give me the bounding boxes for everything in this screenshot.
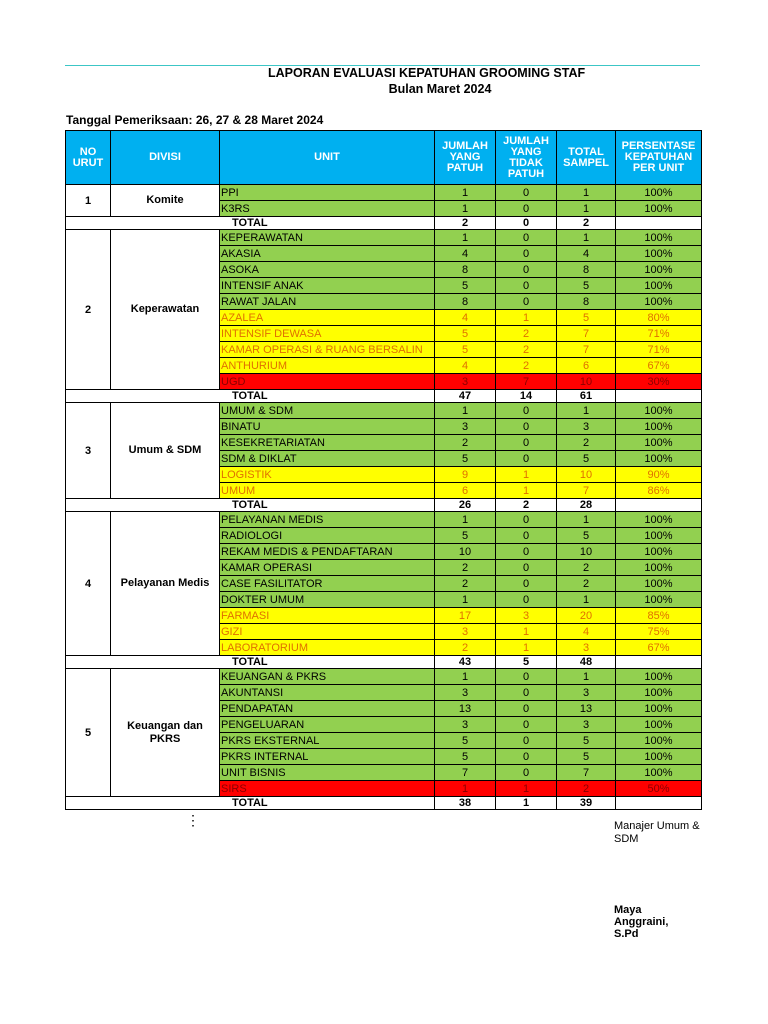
unit-name: KAMAR OPERASI & RUANG BERSALIN	[220, 342, 435, 358]
unit-name: FARMASI	[220, 608, 435, 624]
compliant-count: 5	[435, 749, 496, 765]
unit-name: PKRS EKSTERNAL	[220, 733, 435, 749]
noncompliant-count: 0	[496, 451, 557, 467]
total-tidak: 14	[496, 390, 557, 403]
compliance-percentage: 100%	[616, 560, 702, 576]
total-empty-cell	[616, 390, 702, 403]
compliant-count: 13	[435, 701, 496, 717]
division-name: Pelayanan Medis	[111, 512, 220, 656]
unit-name: INTENSIF ANAK	[220, 278, 435, 294]
compliant-count: 3	[435, 374, 496, 390]
total-tidak: 1	[496, 797, 557, 810]
table-row	[66, 669, 702, 685]
noncompliant-count: 0	[496, 185, 557, 201]
unit-name: PENGELUARAN	[220, 717, 435, 733]
sample-total: 4	[557, 624, 616, 640]
compliance-percentage: 100%	[616, 294, 702, 310]
total-tidak: 2	[496, 499, 557, 512]
sample-total: 13	[557, 701, 616, 717]
compliant-count: 4	[435, 310, 496, 326]
compliance-percentage: 67%	[616, 358, 702, 374]
compliance-percentage: 90%	[616, 467, 702, 483]
noncompliant-count: 1	[496, 781, 557, 797]
compliant-count: 1	[435, 512, 496, 528]
total-empty-cell	[616, 797, 702, 810]
total-label: TOTAL	[66, 797, 435, 810]
unit-name: UMUM & SDM	[220, 403, 435, 419]
sample-total: 3	[557, 419, 616, 435]
compliance-percentage: 100%	[616, 403, 702, 419]
compliance-percentage: 100%	[616, 544, 702, 560]
compliance-percentage: 80%	[616, 310, 702, 326]
compliant-count: 4	[435, 246, 496, 262]
row-number: 4	[66, 512, 111, 656]
compliant-count: 1	[435, 669, 496, 685]
unit-name: ANTHURIUM	[220, 358, 435, 374]
noncompliant-count: 0	[496, 685, 557, 701]
unit-name: INTENSIF DEWASA	[220, 326, 435, 342]
total-total: 2	[557, 217, 616, 230]
noncompliant-count: 0	[496, 403, 557, 419]
sample-total: 7	[557, 342, 616, 358]
total-empty-cell	[616, 499, 702, 512]
sample-total: 8	[557, 294, 616, 310]
compliance-percentage: 100%	[616, 435, 702, 451]
total-empty-cell	[616, 217, 702, 230]
noncompliant-count: 0	[496, 669, 557, 685]
sample-total: 2	[557, 560, 616, 576]
division-name: Keuangan dan PKRS	[111, 669, 220, 797]
compliant-count: 1	[435, 185, 496, 201]
compliance-percentage: 100%	[616, 185, 702, 201]
sample-total: 20	[557, 608, 616, 624]
compliance-percentage: 100%	[616, 419, 702, 435]
row-number: 5	[66, 669, 111, 797]
compliant-count: 5	[435, 733, 496, 749]
report-subtitle: Bulan Maret 2024	[388, 82, 492, 96]
compliant-count: 2	[435, 560, 496, 576]
noncompliant-count: 2	[496, 326, 557, 342]
sample-total: 5	[557, 310, 616, 326]
unit-name: BINATU	[220, 419, 435, 435]
sample-total: 3	[557, 717, 616, 733]
compliant-count: 17	[435, 608, 496, 624]
noncompliant-count: 0	[496, 717, 557, 733]
compliant-count: 8	[435, 294, 496, 310]
compliance-table	[65, 130, 702, 810]
noncompliant-count: 0	[496, 701, 557, 717]
sample-total: 4	[557, 246, 616, 262]
noncompliant-count: 0	[496, 560, 557, 576]
report-title: LAPORAN EVALUASI KEPATUHAN GROOMING STAF	[268, 66, 586, 80]
sample-total: 1	[557, 592, 616, 608]
compliant-count: 1	[435, 201, 496, 217]
compliant-count: 1	[435, 403, 496, 419]
compliant-count: 3	[435, 419, 496, 435]
compliance-percentage: 100%	[616, 201, 702, 217]
total-label: TOTAL	[66, 499, 435, 512]
unit-name: UMUM	[220, 483, 435, 499]
noncompliant-count: 0	[496, 512, 557, 528]
noncompliant-count: 1	[496, 624, 557, 640]
noncompliant-count: 0	[496, 749, 557, 765]
header-tidak-patuh: JUMLAH YANG TIDAK PATUH	[496, 131, 557, 185]
unit-name: RADIOLOGI	[220, 528, 435, 544]
sample-total: 1	[557, 512, 616, 528]
header-persentase: PERSENTASE KEPATUHAN PER UNIT	[616, 131, 702, 185]
compliance-percentage: 71%	[616, 342, 702, 358]
division-name: Komite	[111, 185, 220, 217]
sample-total: 3	[557, 685, 616, 701]
sample-total: 1	[557, 185, 616, 201]
compliance-percentage: 100%	[616, 765, 702, 781]
noncompliant-count: 0	[496, 528, 557, 544]
noncompliant-count: 0	[496, 419, 557, 435]
compliant-count: 2	[435, 435, 496, 451]
total-patuh: 43	[435, 656, 496, 669]
compliant-count: 3	[435, 685, 496, 701]
noncompliant-count: 0	[496, 733, 557, 749]
sample-total: 5	[557, 749, 616, 765]
row-number: 1	[66, 185, 111, 217]
unit-name: SDM & DIKLAT	[220, 451, 435, 467]
noncompliant-count: 0	[496, 201, 557, 217]
unit-name: REKAM MEDIS & PENDAFTARAN	[220, 544, 435, 560]
unit-name: GIZI	[220, 624, 435, 640]
sample-total: 7	[557, 483, 616, 499]
sample-total: 5	[557, 278, 616, 294]
compliance-percentage: 100%	[616, 451, 702, 467]
compliant-count: 3	[435, 624, 496, 640]
sample-total: 1	[557, 669, 616, 685]
compliant-count: 5	[435, 278, 496, 294]
compliant-count: 1	[435, 592, 496, 608]
compliance-percentage: 100%	[616, 230, 702, 246]
total-total: 48	[557, 656, 616, 669]
table-header-row	[66, 131, 702, 185]
noncompliant-count: 0	[496, 592, 557, 608]
noncompliant-count: 2	[496, 358, 557, 374]
sample-total: 2	[557, 781, 616, 797]
signature-role: Manajer Umum & SDM	[614, 820, 700, 845]
unit-name: PKRS INTERNAL	[220, 749, 435, 765]
noncompliant-count: 0	[496, 262, 557, 278]
total-row	[66, 797, 702, 810]
unit-name: KESEKRETARIATAN	[220, 435, 435, 451]
noncompliant-count: 0	[496, 576, 557, 592]
total-empty-cell	[616, 656, 702, 669]
sample-total: 1	[557, 201, 616, 217]
unit-name: LABORATORIUM	[220, 640, 435, 656]
compliant-count: 1	[435, 230, 496, 246]
noncompliant-count: 0	[496, 765, 557, 781]
noncompliant-count: 1	[496, 310, 557, 326]
compliant-count: 5	[435, 342, 496, 358]
sample-total: 7	[557, 765, 616, 781]
compliant-count: 6	[435, 483, 496, 499]
sample-total: 2	[557, 576, 616, 592]
inspection-date: Tanggal Pemeriksaan: 26, 27 & 28 Maret 2024	[66, 113, 324, 127]
total-total: 39	[557, 797, 616, 810]
division-name: Umum & SDM	[111, 403, 220, 499]
sample-total: 6	[557, 358, 616, 374]
sample-total: 3	[557, 640, 616, 656]
sample-total: 5	[557, 733, 616, 749]
unit-name: UNIT BISNIS	[220, 765, 435, 781]
compliance-percentage: 100%	[616, 576, 702, 592]
compliant-count: 5	[435, 528, 496, 544]
table-row	[66, 230, 702, 246]
noncompliant-count: 3	[496, 608, 557, 624]
unit-name: UGD	[220, 374, 435, 390]
total-patuh: 47	[435, 390, 496, 403]
total-label: TOTAL	[66, 656, 435, 669]
compliant-count: 9	[435, 467, 496, 483]
total-row	[66, 656, 702, 669]
compliance-percentage: 100%	[616, 246, 702, 262]
compliance-percentage: 100%	[616, 592, 702, 608]
sample-total: 10	[557, 544, 616, 560]
compliant-count: 2	[435, 576, 496, 592]
table-row	[66, 185, 702, 201]
unit-name: PENDAPATAN	[220, 701, 435, 717]
division-name: Keperawatan	[111, 230, 220, 390]
unit-name: DOKTER UMUM	[220, 592, 435, 608]
compliant-count: 10	[435, 544, 496, 560]
compliance-percentage: 86%	[616, 483, 702, 499]
sample-total: 7	[557, 326, 616, 342]
noncompliant-count: 0	[496, 435, 557, 451]
header-no: NO URUT	[66, 131, 111, 185]
compliant-count: 8	[435, 262, 496, 278]
table-row	[66, 512, 702, 528]
header-divisi: DIVISI	[111, 131, 220, 185]
compliant-count: 7	[435, 765, 496, 781]
ellipsis-icon: ⋮	[186, 812, 200, 828]
noncompliant-count: 0	[496, 544, 557, 560]
total-patuh: 2	[435, 217, 496, 230]
unit-name: KEPERAWATAN	[220, 230, 435, 246]
unit-name: AKUNTANSI	[220, 685, 435, 701]
unit-name: CASE FASILITATOR	[220, 576, 435, 592]
total-tidak: 5	[496, 656, 557, 669]
noncompliant-count: 0	[496, 246, 557, 262]
compliance-percentage: 100%	[616, 528, 702, 544]
sample-total: 1	[557, 230, 616, 246]
noncompliant-count: 1	[496, 483, 557, 499]
sample-total: 1	[557, 403, 616, 419]
unit-name: K3RS	[220, 201, 435, 217]
compliant-count: 5	[435, 326, 496, 342]
unit-name: LOGISTIK	[220, 467, 435, 483]
sample-total: 10	[557, 374, 616, 390]
total-patuh: 26	[435, 499, 496, 512]
noncompliant-count: 0	[496, 230, 557, 246]
compliance-percentage: 100%	[616, 749, 702, 765]
noncompliant-count: 7	[496, 374, 557, 390]
compliant-count: 2	[435, 640, 496, 656]
unit-name: SIRS	[220, 781, 435, 797]
signature-name: Maya Anggraini, S.Pd	[614, 904, 669, 940]
header-total-sampel: TOTAL SAMPEL	[557, 131, 616, 185]
unit-name: AKASIA	[220, 246, 435, 262]
sample-total: 2	[557, 435, 616, 451]
compliance-percentage: 71%	[616, 326, 702, 342]
noncompliant-count: 2	[496, 342, 557, 358]
compliance-percentage: 100%	[616, 278, 702, 294]
total-row	[66, 217, 702, 230]
row-number: 3	[66, 403, 111, 499]
compliance-percentage: 50%	[616, 781, 702, 797]
sample-total: 10	[557, 467, 616, 483]
unit-name: RAWAT JALAN	[220, 294, 435, 310]
compliant-count: 5	[435, 451, 496, 467]
sample-total: 5	[557, 528, 616, 544]
table-row	[66, 403, 702, 419]
compliance-percentage: 100%	[616, 669, 702, 685]
header-patuh: JUMLAH YANG PATUH	[435, 131, 496, 185]
noncompliant-count: 0	[496, 278, 557, 294]
compliance-percentage: 100%	[616, 701, 702, 717]
compliant-count: 3	[435, 717, 496, 733]
total-row	[66, 390, 702, 403]
compliance-percentage: 100%	[616, 733, 702, 749]
total-total: 28	[557, 499, 616, 512]
noncompliant-count: 1	[496, 640, 557, 656]
unit-name: PPI	[220, 185, 435, 201]
total-label: TOTAL	[66, 390, 435, 403]
compliant-count: 1	[435, 781, 496, 797]
unit-name: AZALEA	[220, 310, 435, 326]
total-row	[66, 499, 702, 512]
compliance-percentage: 100%	[616, 717, 702, 733]
compliance-percentage: 100%	[616, 262, 702, 278]
compliance-percentage: 67%	[616, 640, 702, 656]
row-number: 2	[66, 230, 111, 390]
unit-name: KAMAR OPERASI	[220, 560, 435, 576]
total-tidak: 0	[496, 217, 557, 230]
unit-name: ASOKA	[220, 262, 435, 278]
sample-total: 5	[557, 451, 616, 467]
total-total: 61	[557, 390, 616, 403]
noncompliant-count: 1	[496, 467, 557, 483]
compliance-percentage: 100%	[616, 685, 702, 701]
sample-total: 8	[557, 262, 616, 278]
header-unit: UNIT	[220, 131, 435, 185]
total-patuh: 38	[435, 797, 496, 810]
unit-name: PELAYANAN MEDIS	[220, 512, 435, 528]
compliance-percentage: 75%	[616, 624, 702, 640]
unit-name: KEUANGAN & PKRS	[220, 669, 435, 685]
compliance-percentage: 30%	[616, 374, 702, 390]
compliance-percentage: 100%	[616, 512, 702, 528]
total-label: TOTAL	[66, 217, 435, 230]
compliance-percentage: 85%	[616, 608, 702, 624]
compliant-count: 4	[435, 358, 496, 374]
noncompliant-count: 0	[496, 294, 557, 310]
